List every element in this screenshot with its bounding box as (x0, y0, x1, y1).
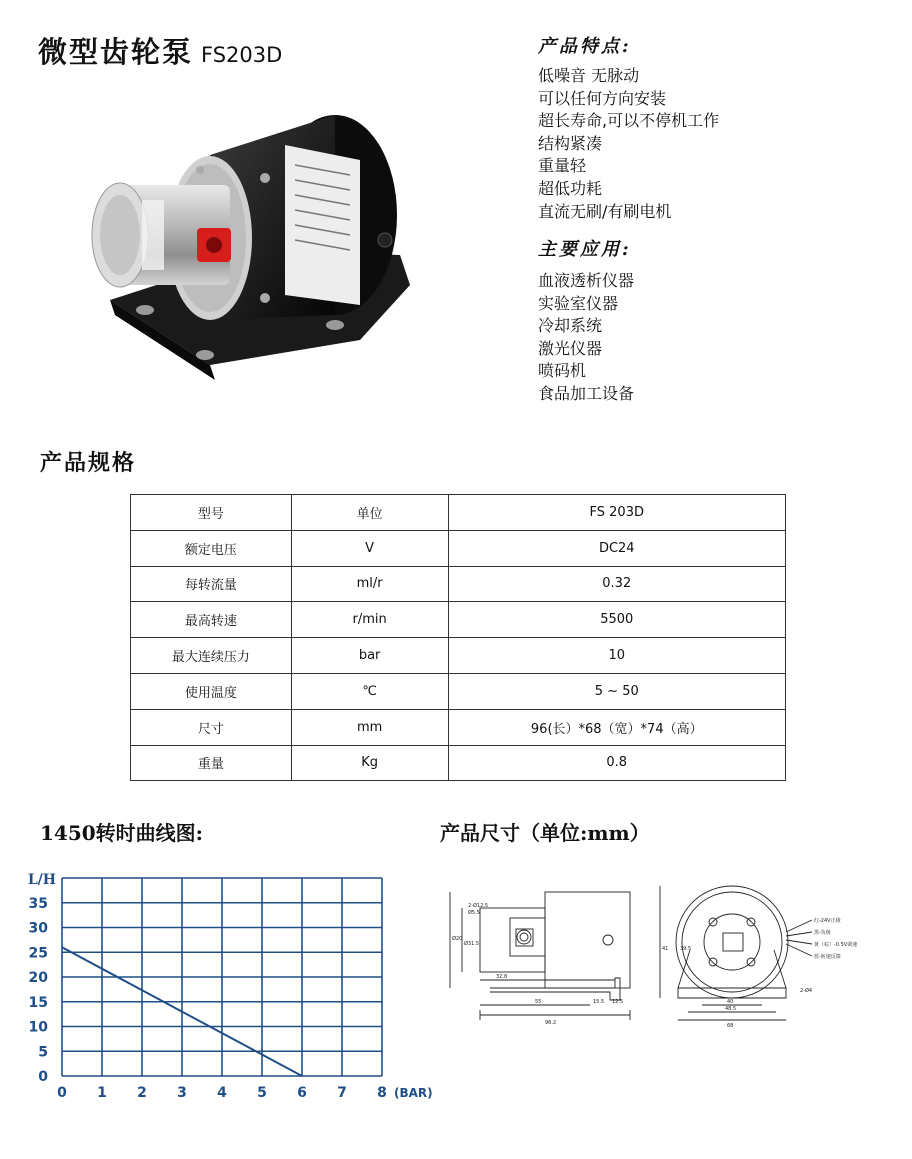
wire-label: 黄（棕）-0.5V调速 (814, 942, 858, 948)
wire-label: 黑-负极 (814, 930, 831, 936)
x-tick-label: 7 (337, 1085, 347, 1101)
features-list (538, 65, 719, 223)
y-axis-label: L/H (27, 872, 56, 888)
spec-cell: DC24 (448, 530, 785, 566)
dim-label: 48.5 (725, 1006, 737, 1012)
model-text: FS203D (201, 43, 283, 67)
spec-cell: Kg (291, 745, 448, 781)
spec-cell: 10 (448, 638, 785, 674)
wire-label: 红-24V正极 (814, 918, 841, 924)
x-tick-label: 0 (57, 1085, 67, 1101)
spec-row (131, 602, 786, 638)
y-tick-label: 30 (28, 920, 48, 937)
spec-header-row (131, 495, 786, 531)
dims-heading: 产品尺寸（单位:mm） (440, 821, 650, 845)
x-tick-label: 6 (297, 1085, 307, 1101)
y-tick-label: 0 (38, 1069, 48, 1085)
spec-table (130, 494, 786, 781)
spec-cell: 0.32 (448, 566, 785, 602)
y-tick-label: 5 (38, 1044, 48, 1061)
y-tick-label: 20 (28, 970, 48, 986)
spec-cell: 尺寸 (131, 709, 292, 745)
spec-cell: mm (291, 709, 448, 745)
x-tick-label: 2 (137, 1085, 147, 1101)
features-item: 超长寿命,可以不停机工作 (538, 111, 720, 131)
spec-cell: 5 ~ 50 (448, 673, 785, 709)
applications-heading: 主要应用: (538, 239, 632, 260)
features-item: 重量轻 (538, 156, 587, 176)
y-tick-label: 15 (28, 994, 48, 1011)
spec-cell: 额定电压 (131, 530, 292, 566)
spec-header-cell: FS 203D (448, 495, 785, 531)
x-axis-label: (BAR) (394, 1086, 433, 1100)
x-tick-label: 4 (217, 1085, 227, 1101)
wire-label: 蓝-转速反馈 (814, 954, 841, 960)
spec-row (131, 673, 786, 709)
dim-label: Ø31.5 (464, 941, 480, 947)
spec-cell: ml/r (291, 566, 448, 602)
applications-item: 冷却系统 (538, 316, 603, 336)
x-tick-label: 8 (377, 1085, 387, 1101)
applications-item: 激光仪器 (538, 338, 603, 358)
spec-row (131, 745, 786, 781)
applications-item: 实验室仪器 (538, 293, 619, 313)
spec-cell: 最高转速 (131, 602, 292, 638)
title-text: 微型齿轮泵 (38, 35, 194, 69)
spec-row (131, 566, 786, 602)
spec-cell: ℃ (291, 673, 448, 709)
spec-cell: 0.8 (448, 745, 785, 781)
spec-row (131, 530, 786, 566)
flow-curve-chart (10, 860, 440, 1105)
applications-item: 食品加工设备 (538, 383, 635, 403)
spec-cell: 使用温度 (131, 673, 292, 709)
x-tick-label: 1 (97, 1085, 107, 1101)
applications-item: 血液透析仪器 (538, 271, 635, 290)
dim-label: 41 (662, 946, 669, 952)
pump-product-image (60, 100, 420, 400)
dimension-drawing (440, 870, 900, 1045)
dim-label: 32.8 (496, 974, 508, 980)
applications-list (538, 270, 634, 406)
dim-label: 15.5 (593, 999, 605, 1005)
dim-label: 96.2 (545, 1020, 557, 1026)
dim-label: 2-Ø12.5 (468, 903, 489, 909)
spec-cell: r/min (291, 602, 448, 638)
features-item: 超低功耗 (538, 178, 603, 198)
spec-row (131, 709, 786, 745)
spec-header-cell: 型号 (131, 495, 292, 531)
dim-label: 39.5 (680, 946, 692, 952)
features-item: 结构紧凑 (538, 133, 603, 153)
y-tick-label: 35 (28, 895, 48, 912)
y-tick-label: 25 (28, 945, 48, 962)
spec-cell: V (291, 530, 448, 566)
spec-row (131, 638, 786, 674)
spec-header-cell: 单位 (291, 495, 448, 531)
x-tick-label: 3 (177, 1085, 187, 1101)
y-tick-label: 10 (28, 1019, 48, 1036)
dim-label: 68 (727, 1023, 734, 1029)
applications-item: 喷码机 (538, 361, 587, 381)
curve-heading: 1450转时曲线图: (40, 821, 204, 845)
features-heading: 产品特点: (538, 36, 632, 57)
page-title (38, 30, 282, 71)
spec-cell: 5500 (448, 602, 785, 638)
dim-label: 55 (535, 999, 542, 1005)
dim-label: 40 (727, 999, 734, 1005)
dim-label: 2-Ø4 (800, 988, 813, 994)
dim-label: Ø5.5 (468, 910, 480, 916)
specs-heading: 产品规格 (40, 450, 137, 476)
features-item: 直流无刷/有刷电机 (538, 201, 672, 221)
spec-cell: 重量 (131, 745, 292, 781)
spec-cell: 每转流量 (131, 566, 292, 602)
dim-label: 12.5 (612, 999, 624, 1005)
features-item: 低噪音 无脉动 (538, 66, 640, 85)
x-tick-label: 5 (257, 1085, 267, 1101)
spec-cell: 96(长）*68（宽）*74（高） (448, 709, 785, 745)
dim-label: Ø20 (452, 936, 463, 942)
spec-cell: 最大连续压力 (131, 638, 292, 674)
spec-cell: bar (291, 638, 448, 674)
features-item: 可以任何方向安装 (538, 88, 667, 108)
